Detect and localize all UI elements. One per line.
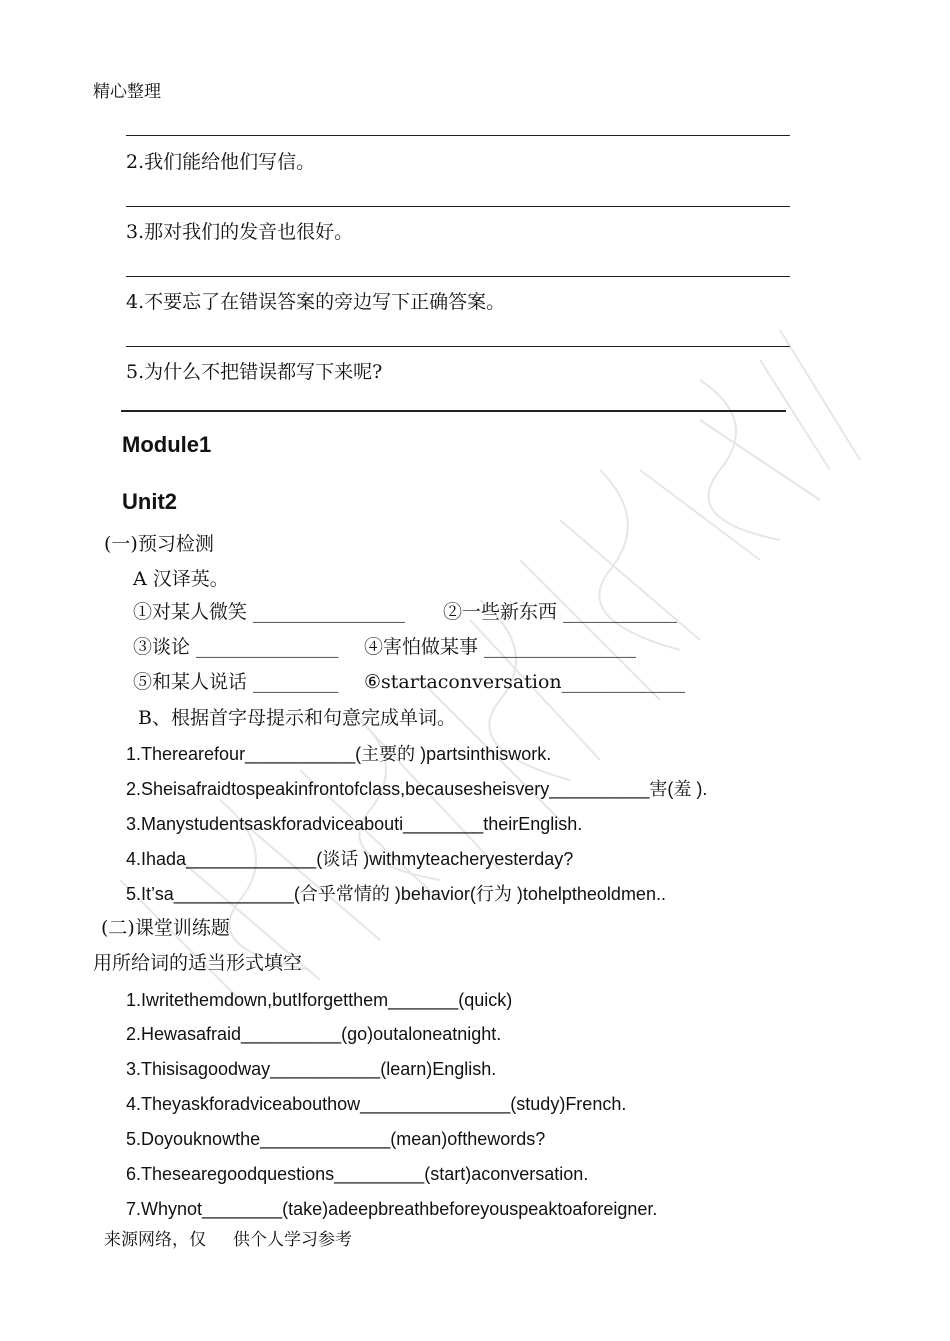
section-2-title: (二)课堂训练题	[101, 917, 230, 939]
part-a-item-3: ③谈论 _______________	[133, 636, 339, 658]
answer-line-1	[126, 135, 790, 136]
part-a-item-6: ⑥startaconversation_____________	[364, 671, 686, 693]
exercise-item-7: 7.Whynot________(take)adeepbreathbeforeyouspeaktoaforeigner.	[126, 1199, 658, 1219]
page-footer-note: 来源网络，仅 供个人学习参考	[104, 1230, 353, 1250]
part-a-item-2: ②一些新东西 ____________	[443, 601, 678, 623]
exercise-item-5: 5.Doyouknowthe_____________(mean)ofthewords?	[126, 1129, 546, 1149]
exercise-item-1: 1.Iwritethemdown,butIforgetthem_______(quick)	[126, 990, 513, 1010]
answer-line-3	[126, 276, 790, 277]
exercise-item-4: 4.Theyaskforadviceabouthow_______________(study)French.	[126, 1094, 627, 1114]
part-b-item-1: 1.Therearefour___________(主要的 )partsinthiswork.	[126, 744, 552, 764]
page-header-label: 精心整理	[93, 82, 161, 102]
module-heading: Module1	[122, 432, 212, 457]
unit-heading: Unit2	[122, 489, 177, 514]
section-1-title: (一)预习检测	[104, 533, 214, 555]
translation-item-2: 2.我们能给他们写信。	[126, 151, 316, 173]
part-b-item-5: 5.It’sa____________(合乎常情的 )behavior(行为 )tohelptheoldmen..	[126, 884, 666, 904]
translation-item-5: 5.为什么不把错误都写下来呢?	[126, 361, 383, 383]
part-b-title: B、根据首字母提示和句意完成单词。	[138, 707, 456, 729]
section-2-instruction: 用所给词的适当形式填空	[93, 952, 303, 974]
part-a-item-5: ⑤和某人说话 _________	[133, 671, 339, 693]
answer-line-5	[121, 410, 786, 412]
part-b-item-2: 2.Sheisafraidtospeakinfrontofclass,becausesheisvery__________害(羞 ).	[126, 779, 708, 799]
part-a-title: A 汉译英。	[133, 568, 229, 590]
exercise-item-3: 3.Thisisagoodway___________(learn)English.	[126, 1059, 497, 1079]
exercise-item-6: 6.Thesearegoodquestions_________(start)aconversation.	[126, 1164, 589, 1184]
answer-line-2	[126, 206, 790, 207]
part-a-item-4: ④害怕做某事 ________________	[364, 636, 637, 658]
translation-item-3: 3.那对我们的发音也很好。	[126, 221, 354, 243]
answer-line-4	[126, 346, 790, 347]
part-b-item-4: 4.Ihada_____________(谈话 )withmyteacheryesterday?	[126, 849, 574, 869]
exercise-item-2: 2.Hewasafraid__________(go)outaloneatnight.	[126, 1024, 502, 1044]
part-b-item-3: 3.Manystudentsaskforadviceabouti________theirEnglish.	[126, 814, 583, 834]
part-a-item-1: ①对某人微笑 ________________	[133, 601, 406, 623]
translation-item-4: 4.不要忘了在错误答案的旁边写下正确答案。	[126, 291, 506, 313]
